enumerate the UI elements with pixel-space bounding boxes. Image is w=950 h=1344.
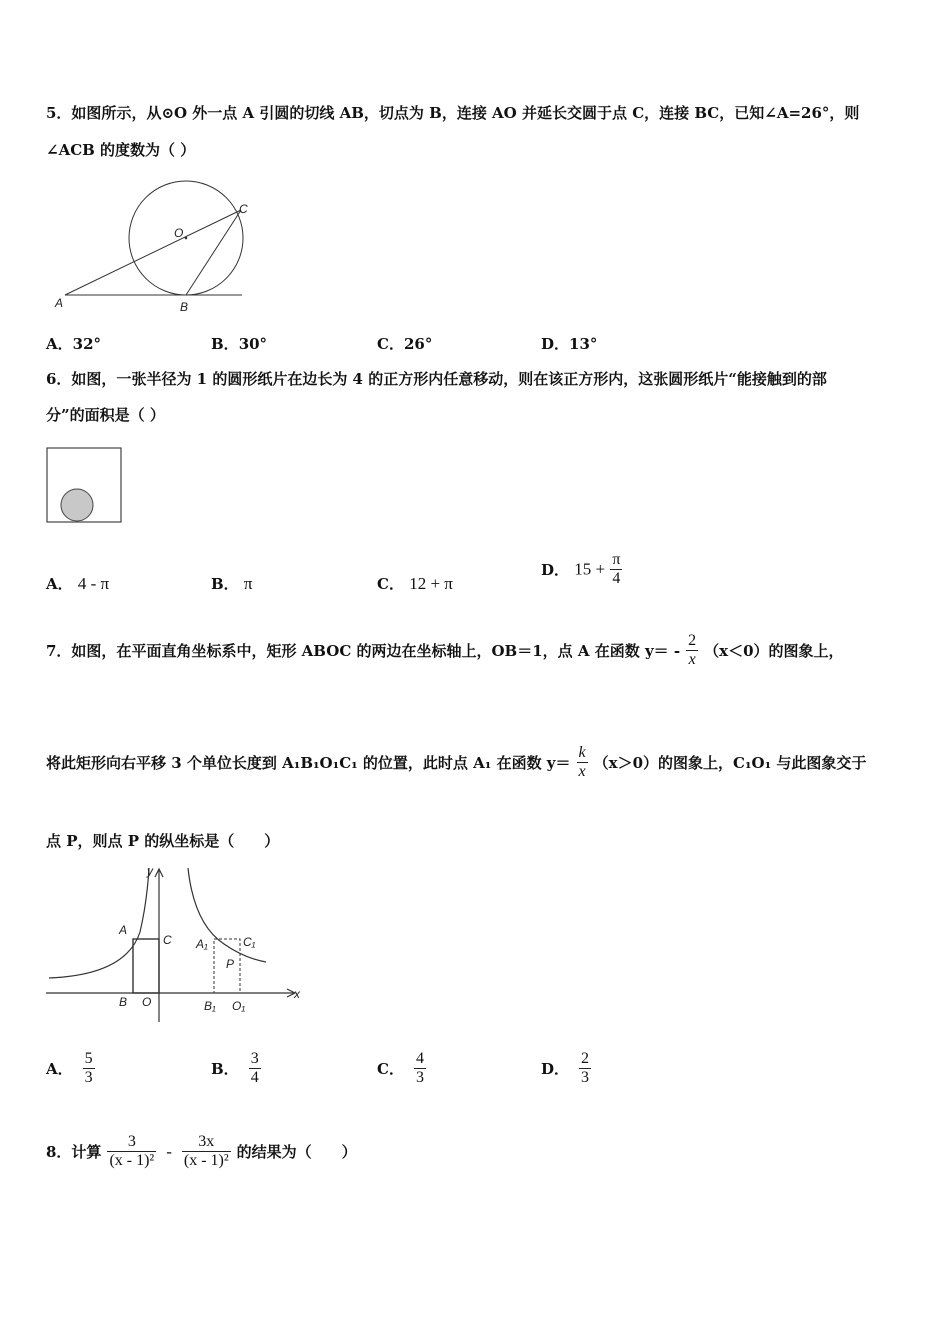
q7-option-c: C． $\frac{4}{3}$ (377, 1050, 424, 1086)
q7-label-x: x (294, 987, 300, 1001)
q5-option-c: C．26° (377, 335, 433, 353)
q6-figure (44, 445, 128, 527)
q7-figure (44, 862, 306, 1022)
q5-label-b: B (180, 300, 189, 314)
q6-option-c: C． 12 + π (377, 574, 453, 593)
q6-line2: 分”的面积是（ ） (46, 406, 165, 424)
q5-label-a: A (55, 296, 64, 310)
q5-option-b: B．30° (211, 335, 268, 353)
q5-option-d: D．13° (541, 335, 598, 353)
q7-line3: 点 P，则点 P 的纵坐标是（ ） (46, 832, 280, 850)
q7-label-o1: O₁ (232, 999, 246, 1013)
q6-option-d: D． 15 + $\frac{\pi}{4}$ (541, 551, 621, 587)
q7-label-a1: A₁ (196, 937, 208, 951)
q5-label-o: O (174, 226, 184, 240)
q7-label-a: A (119, 923, 128, 937)
q7-label-b: B (119, 995, 128, 1009)
q6-line1: 6．如图，一张半径为 1 的圆形纸片在边长为 4 的正方形内任意移动，则在该正方形内，这张圆形纸片“能接触到的部 (46, 370, 827, 388)
q5-line1: 5．如图所示，从⊙O 外一点 A 引圆的切线 AB，切点为 B，连接 AO 并延长交圆于点 C，连接 BC，已知∠A=26°，则 (46, 104, 860, 122)
q7-label-c1: C₁ (243, 935, 256, 949)
q7-label-c: C (163, 933, 172, 947)
q6-option-a: A． 4 - π (46, 574, 110, 593)
q5-line2: ∠ACB 的度数为（ ） (46, 141, 196, 159)
q5-center-dot (185, 237, 188, 240)
q5-secant-ac (65, 210, 241, 295)
q7-curve-left (49, 868, 149, 978)
q8-line: 8．计算 $\frac{3}{\text{(x - 1)²}}$ - $\frac{3x}{\text{(x - 1)²}}$ 的结果为（ ） (46, 1133, 357, 1169)
q7-rect-aboc (133, 939, 159, 993)
q7-label-p: P (226, 957, 235, 971)
q7-label-o: O (142, 995, 152, 1009)
q7-option-b: B． $\frac{3}{4}$ (211, 1050, 259, 1086)
q7-label-b1: B₁ (204, 999, 216, 1013)
q7-option-d: D． $\frac{2}{3}$ (541, 1050, 590, 1086)
q7-line1: 7．如图，在平面直角坐标系中，矩形 ABOC 的两边在坐标轴上，OB＝1，点 A 在函数 y＝ - $\frac{2}{x}$ （x＜0）的图象上， (46, 632, 844, 668)
q7-line2: 将此矩形向右平移 3 个单位长度到 A₁B₁O₁C₁ 的位置，此时点 A₁ 在函数 y＝ $\frac{k}{x}$ （x＞0）的图象上，C₁O₁ 与此图象交于 (46, 744, 867, 780)
q6-option-b: B． π (211, 574, 253, 593)
q5-figure (50, 175, 260, 315)
q5-label-c: C (239, 202, 248, 216)
q5-option-a: A．32° (46, 335, 102, 353)
q7-option-a: A． $\frac{5}{3}$ (46, 1050, 93, 1086)
q6-disc (61, 489, 93, 521)
q7-label-y: y (147, 864, 153, 878)
